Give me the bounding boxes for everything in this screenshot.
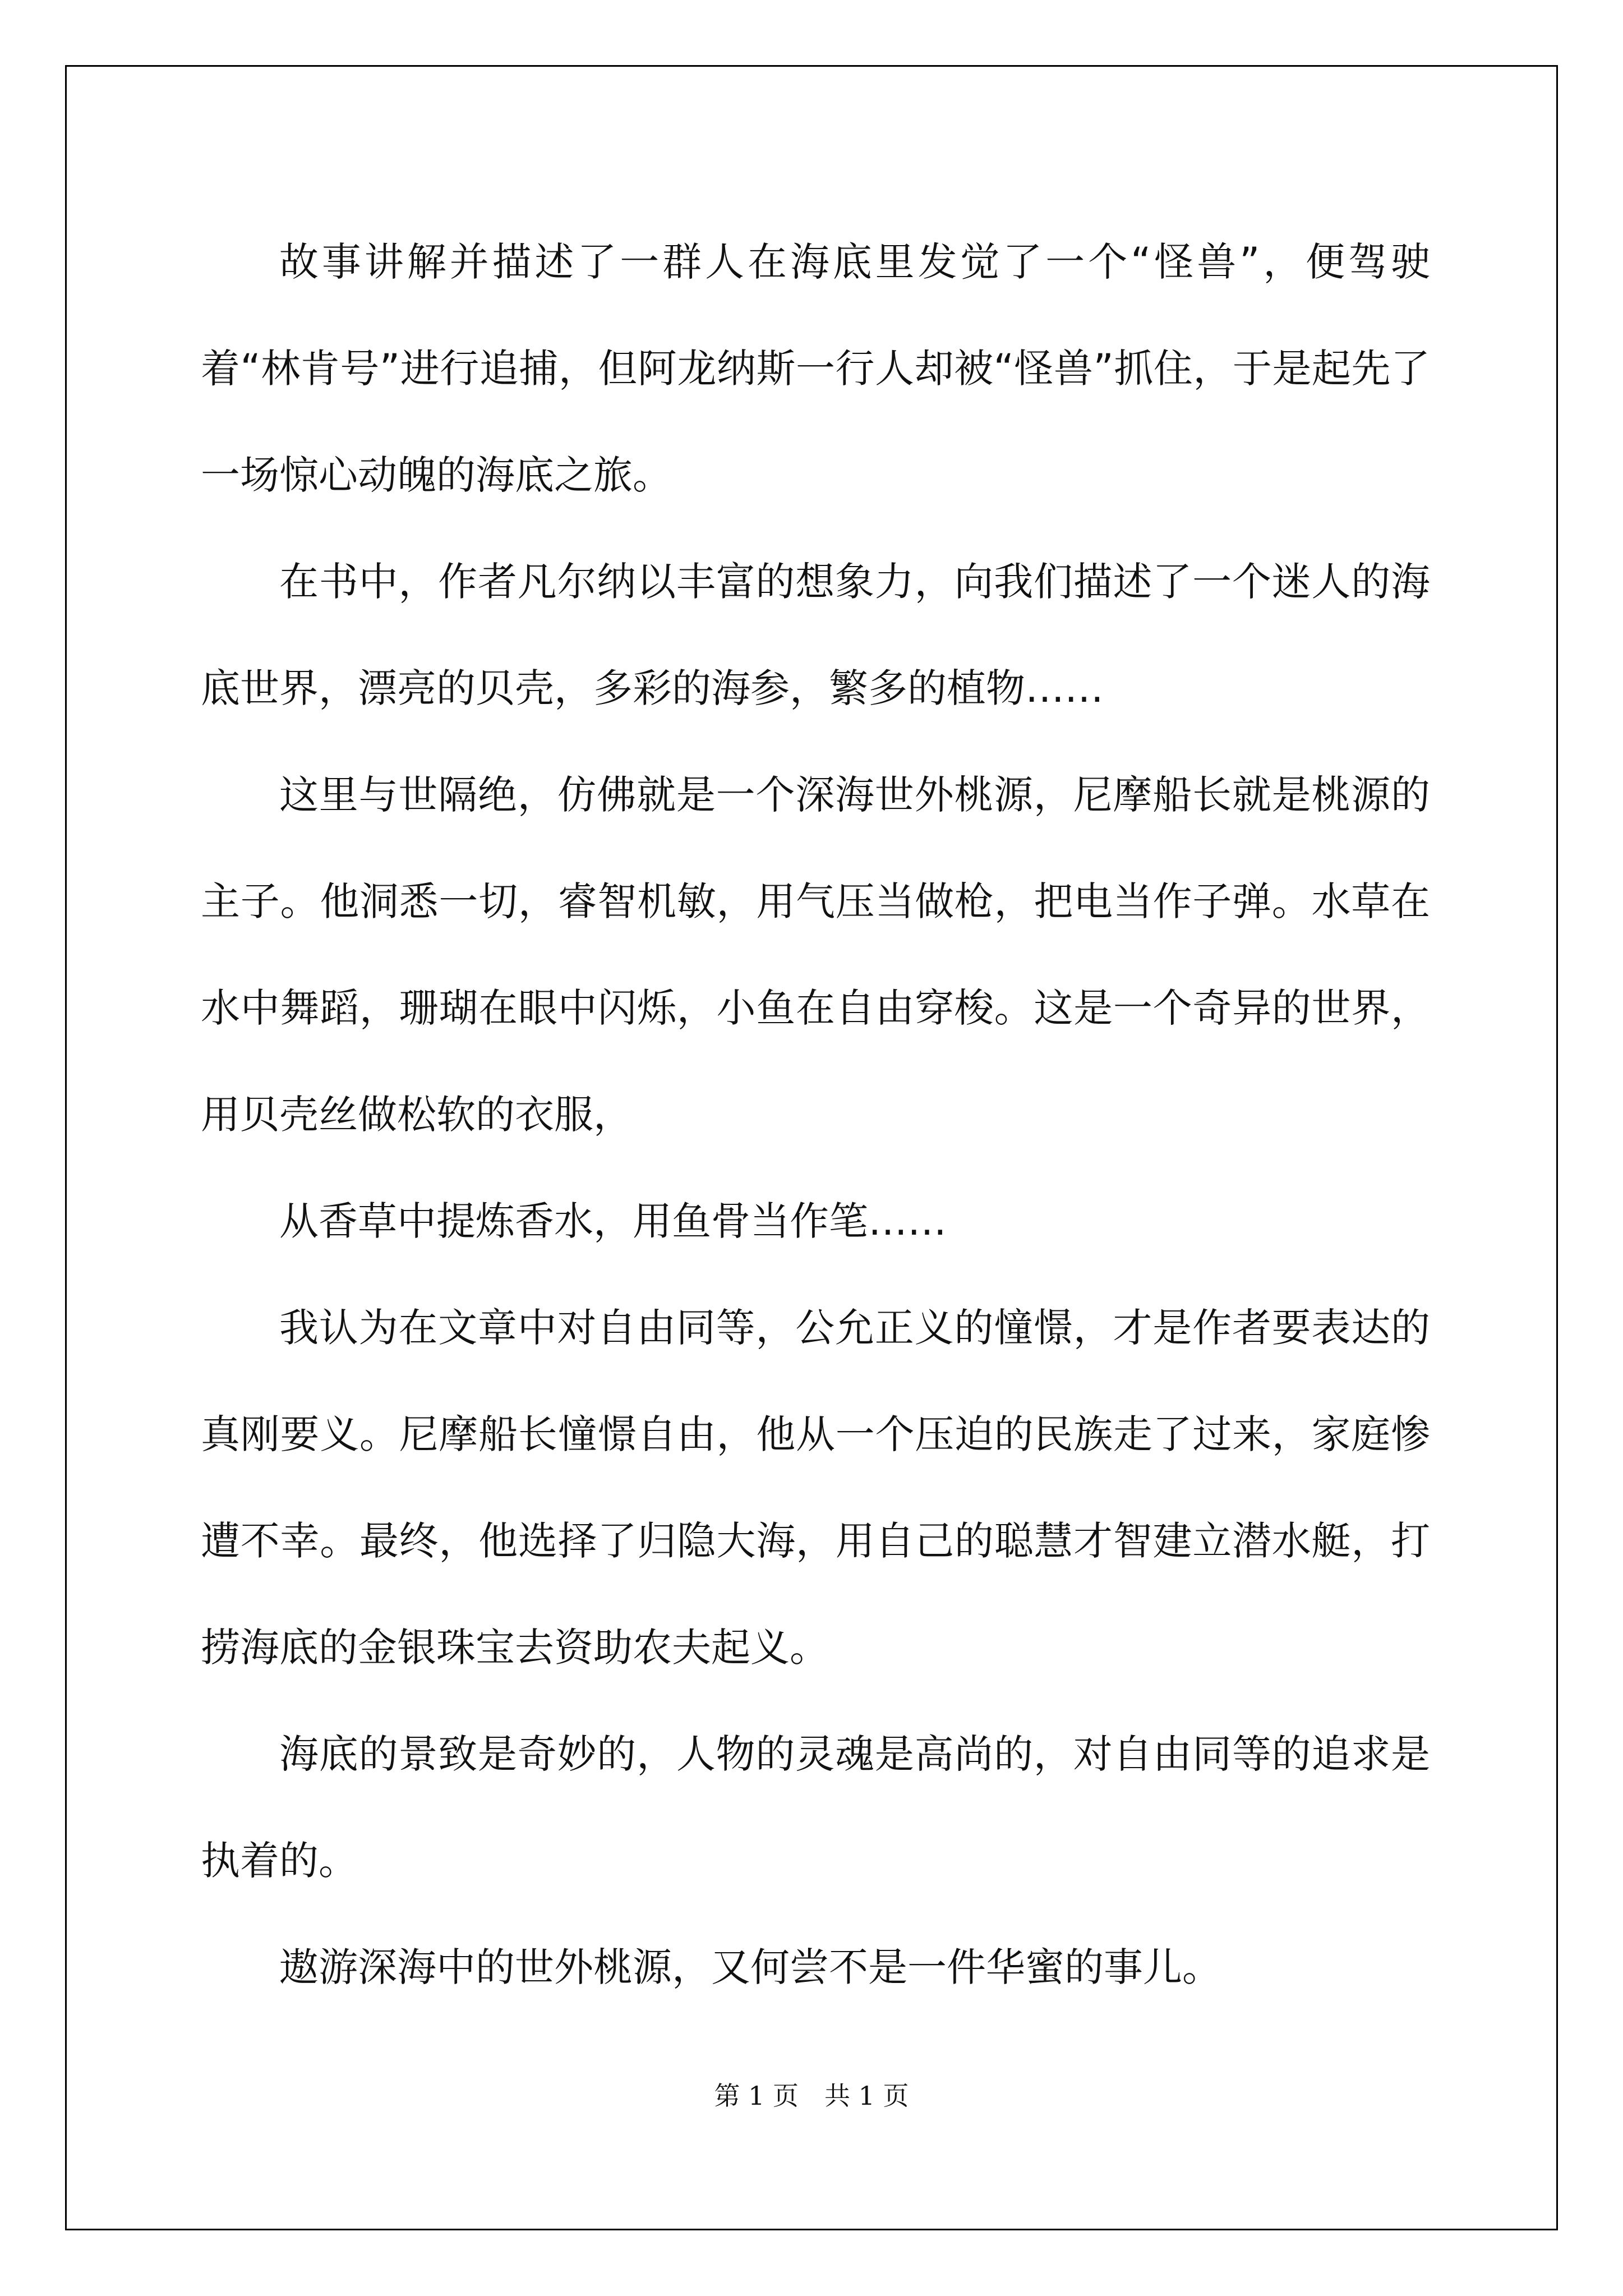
paragraph-2: 在书中，作者凡尔纳以丰富的想象力，向我们描述了一个迷人的海底世界，漂亮的贝壳，多彩的海参，繁多的植物…… xyxy=(201,559,1430,711)
document-body xyxy=(201,209,1430,2021)
paragraph-6: 海底的景致是奇妙的，人物的灵魂是高尚的，对自由同等的追求是执着的。 xyxy=(201,1731,1430,1884)
paragraph-1: 故事讲解并描述了一群人在海底里发觉了一个“怪兽”，便驾驶着“林肯号”进行追捕，但阿龙纳斯一行人却被“怪兽”抓住，于是起先了一场惊心动魄的海底之旅。 xyxy=(201,239,1430,498)
paragraph-5: 我认为在文章中对自由同等，公允正义的憧憬，才是作者要表达的真刚要义。尼摩船长憧憬自由，他从一个压迫的民族走了过来，家庭惨遭不幸。最终，他选择了归隐大海，用自己的聪慧才智建立潜水艇，打捞海底的金银珠宝去资助农夫起义。 xyxy=(201,1305,1430,1671)
paragraph-3: 这里与世隔绝，仿佛就是一个深海世外桃源，尼摩船长就是桃源的主子。他洞悉一切，睿智机敏，用气压当做枪，把电当作子弹。水草在水中舞蹈，珊瑚在眼中闪烁，小鱼在自由穿梭。这是一个奇异的世界，用贝壳丝做松软的衣服， xyxy=(201,772,1430,1138)
paragraph-4: 从香草中提炼香水，用鱼骨当作笔…… xyxy=(279,1198,947,1244)
page-footer: 第 1 页 共 1 页 xyxy=(714,2081,909,2111)
paragraph-7: 遨游深海中的世外桃源，又何尝不是一件华蜜的事儿。 xyxy=(279,1944,1221,1990)
